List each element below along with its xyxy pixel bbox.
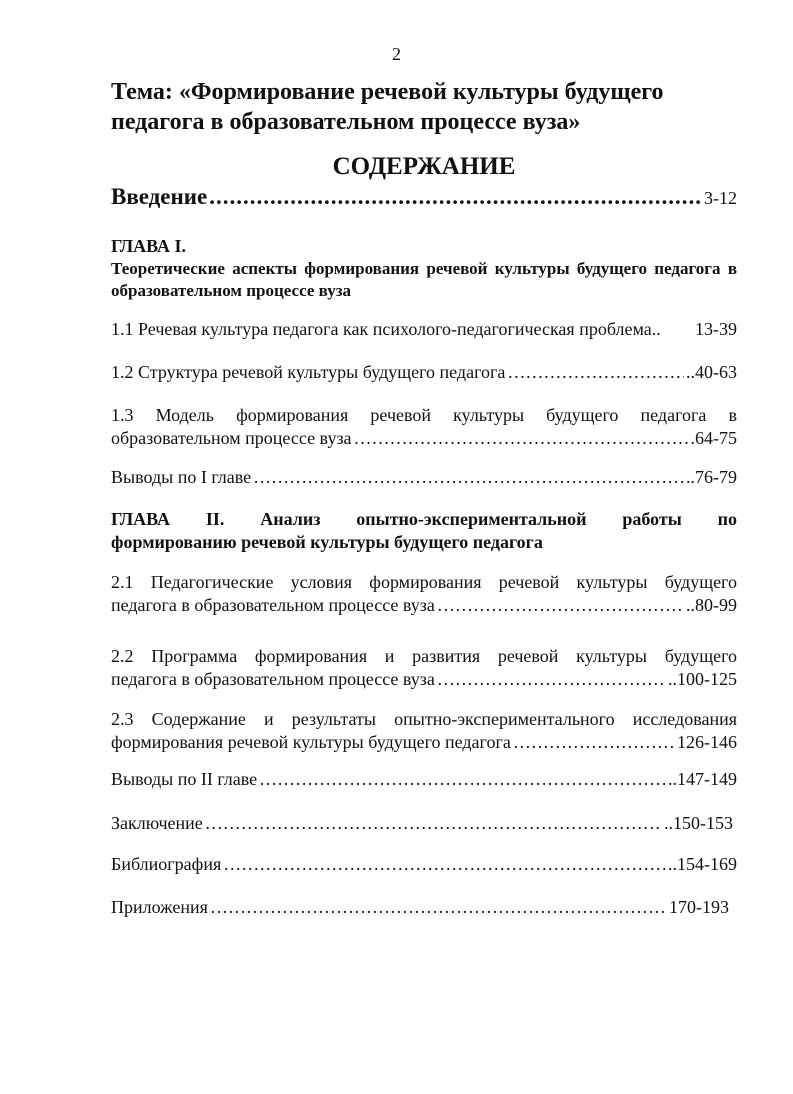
toc-entry-pages: ..76-79 [686,467,737,487]
dot-leader [210,897,667,918]
toc-heading: СОДЕРЖАНИЕ [332,153,516,180]
dot-leader [354,427,689,450]
toc-entry-label: педагога в образовательном процессе вуза [111,669,435,689]
page-number: 2 [392,44,401,64]
toc-entry-bibliography[interactable] [111,854,737,875]
dot-leader [437,668,666,691]
dot-leader [507,362,684,383]
toc-entry-label: Введение [111,184,208,209]
toc-entry-pages: .64-75 [690,428,737,448]
dot-leader [513,731,675,754]
dot-leader [209,184,702,210]
toc-entry-chapter-2-conclusions[interactable] [111,769,737,790]
toc-entry-line: 2.3 Содержание и результаты опытно-экспериментального исследования [111,709,737,729]
dot-leader [205,813,662,834]
toc-entry-line: 2.2 Программа формирования и развития речевой культуры будущего [111,646,737,666]
chapter-2-line: формированию речевой культуры будущего педагога [111,532,543,552]
toc-entry-pages: ..40-63 [686,362,737,382]
toc-entry-label: Библиография [111,854,222,874]
toc-entry-label: Выводы по II главе [111,769,258,789]
dot-leader [259,769,666,790]
toc-entry-line: 1.3 Модель формирования речевой культуры будущего педагога в [111,405,737,425]
document-title: Тема: «Формирование речевой культуры будущего педагога в образовательном процессе вуза» [111,79,664,135]
toc-entry-label: формирования речевой культуры будущего педагога [111,732,511,752]
toc-entry-pages: 3-12 [704,188,737,208]
toc-entry-label: Выводы по I главе [111,467,252,487]
toc-entry-2-2[interactable] [111,645,737,691]
toc-entry-chapter-1-conclusions[interactable] [111,467,737,488]
chapter-1-title: Теоретические аспекты формирования речевой культуры будущего педагога в образовательном процессе вуза [111,259,737,300]
toc-entry-1-2[interactable] [111,362,737,383]
toc-entry-label: 1.2 Структура речевой культуры будущего педагога [111,362,506,382]
chapter-1-label: ГЛАВА I. [111,236,187,256]
chapter-2-heading [111,508,737,554]
toc-entry-label: 1.1 Речевая культура педагога как психолого-педагогическая проблема.. [111,319,661,339]
toc-entry-pages: ..154-169 [668,854,737,874]
toc-entry-conclusion[interactable] [111,813,733,834]
toc-entry-1-3[interactable] [111,404,737,450]
toc-entry-label: образовательном процессе вуза [111,428,352,448]
toc-entry-label: Приложения [111,897,208,917]
toc-entry-pages: 126-146 [677,732,737,752]
toc-entry-pages: 13-39 [695,319,737,339]
toc-entry-pages: 170-193 [669,897,729,917]
dot-leader [253,467,684,488]
toc-entry-pages: ..100-125 [668,669,737,689]
toc-entry-pages: ..150-153 [664,813,733,833]
toc-entry-introduction[interactable] [111,184,737,210]
toc-entry-2-3[interactable] [111,708,737,754]
toc-entry-1-1[interactable] [111,319,737,340]
toc-entry-line: 2.1 Педагогические условия формирования речевой культуры будущего [111,572,737,592]
dot-leader [223,854,666,875]
chapter-2-line: ГЛАВА II. Анализ опытно-экспериментальной работы по [111,509,737,529]
toc-entry-pages: ..147-149 [668,769,737,789]
toc-entry-pages: ..80-99 [686,595,737,615]
dot-leader [437,594,684,617]
toc-entry-2-1[interactable] [111,571,737,617]
toc-entry-label: педагога в образовательном процессе вуза [111,595,435,615]
toc-entry-appendices[interactable] [111,897,729,918]
toc-entry-label: Заключение [111,813,203,833]
